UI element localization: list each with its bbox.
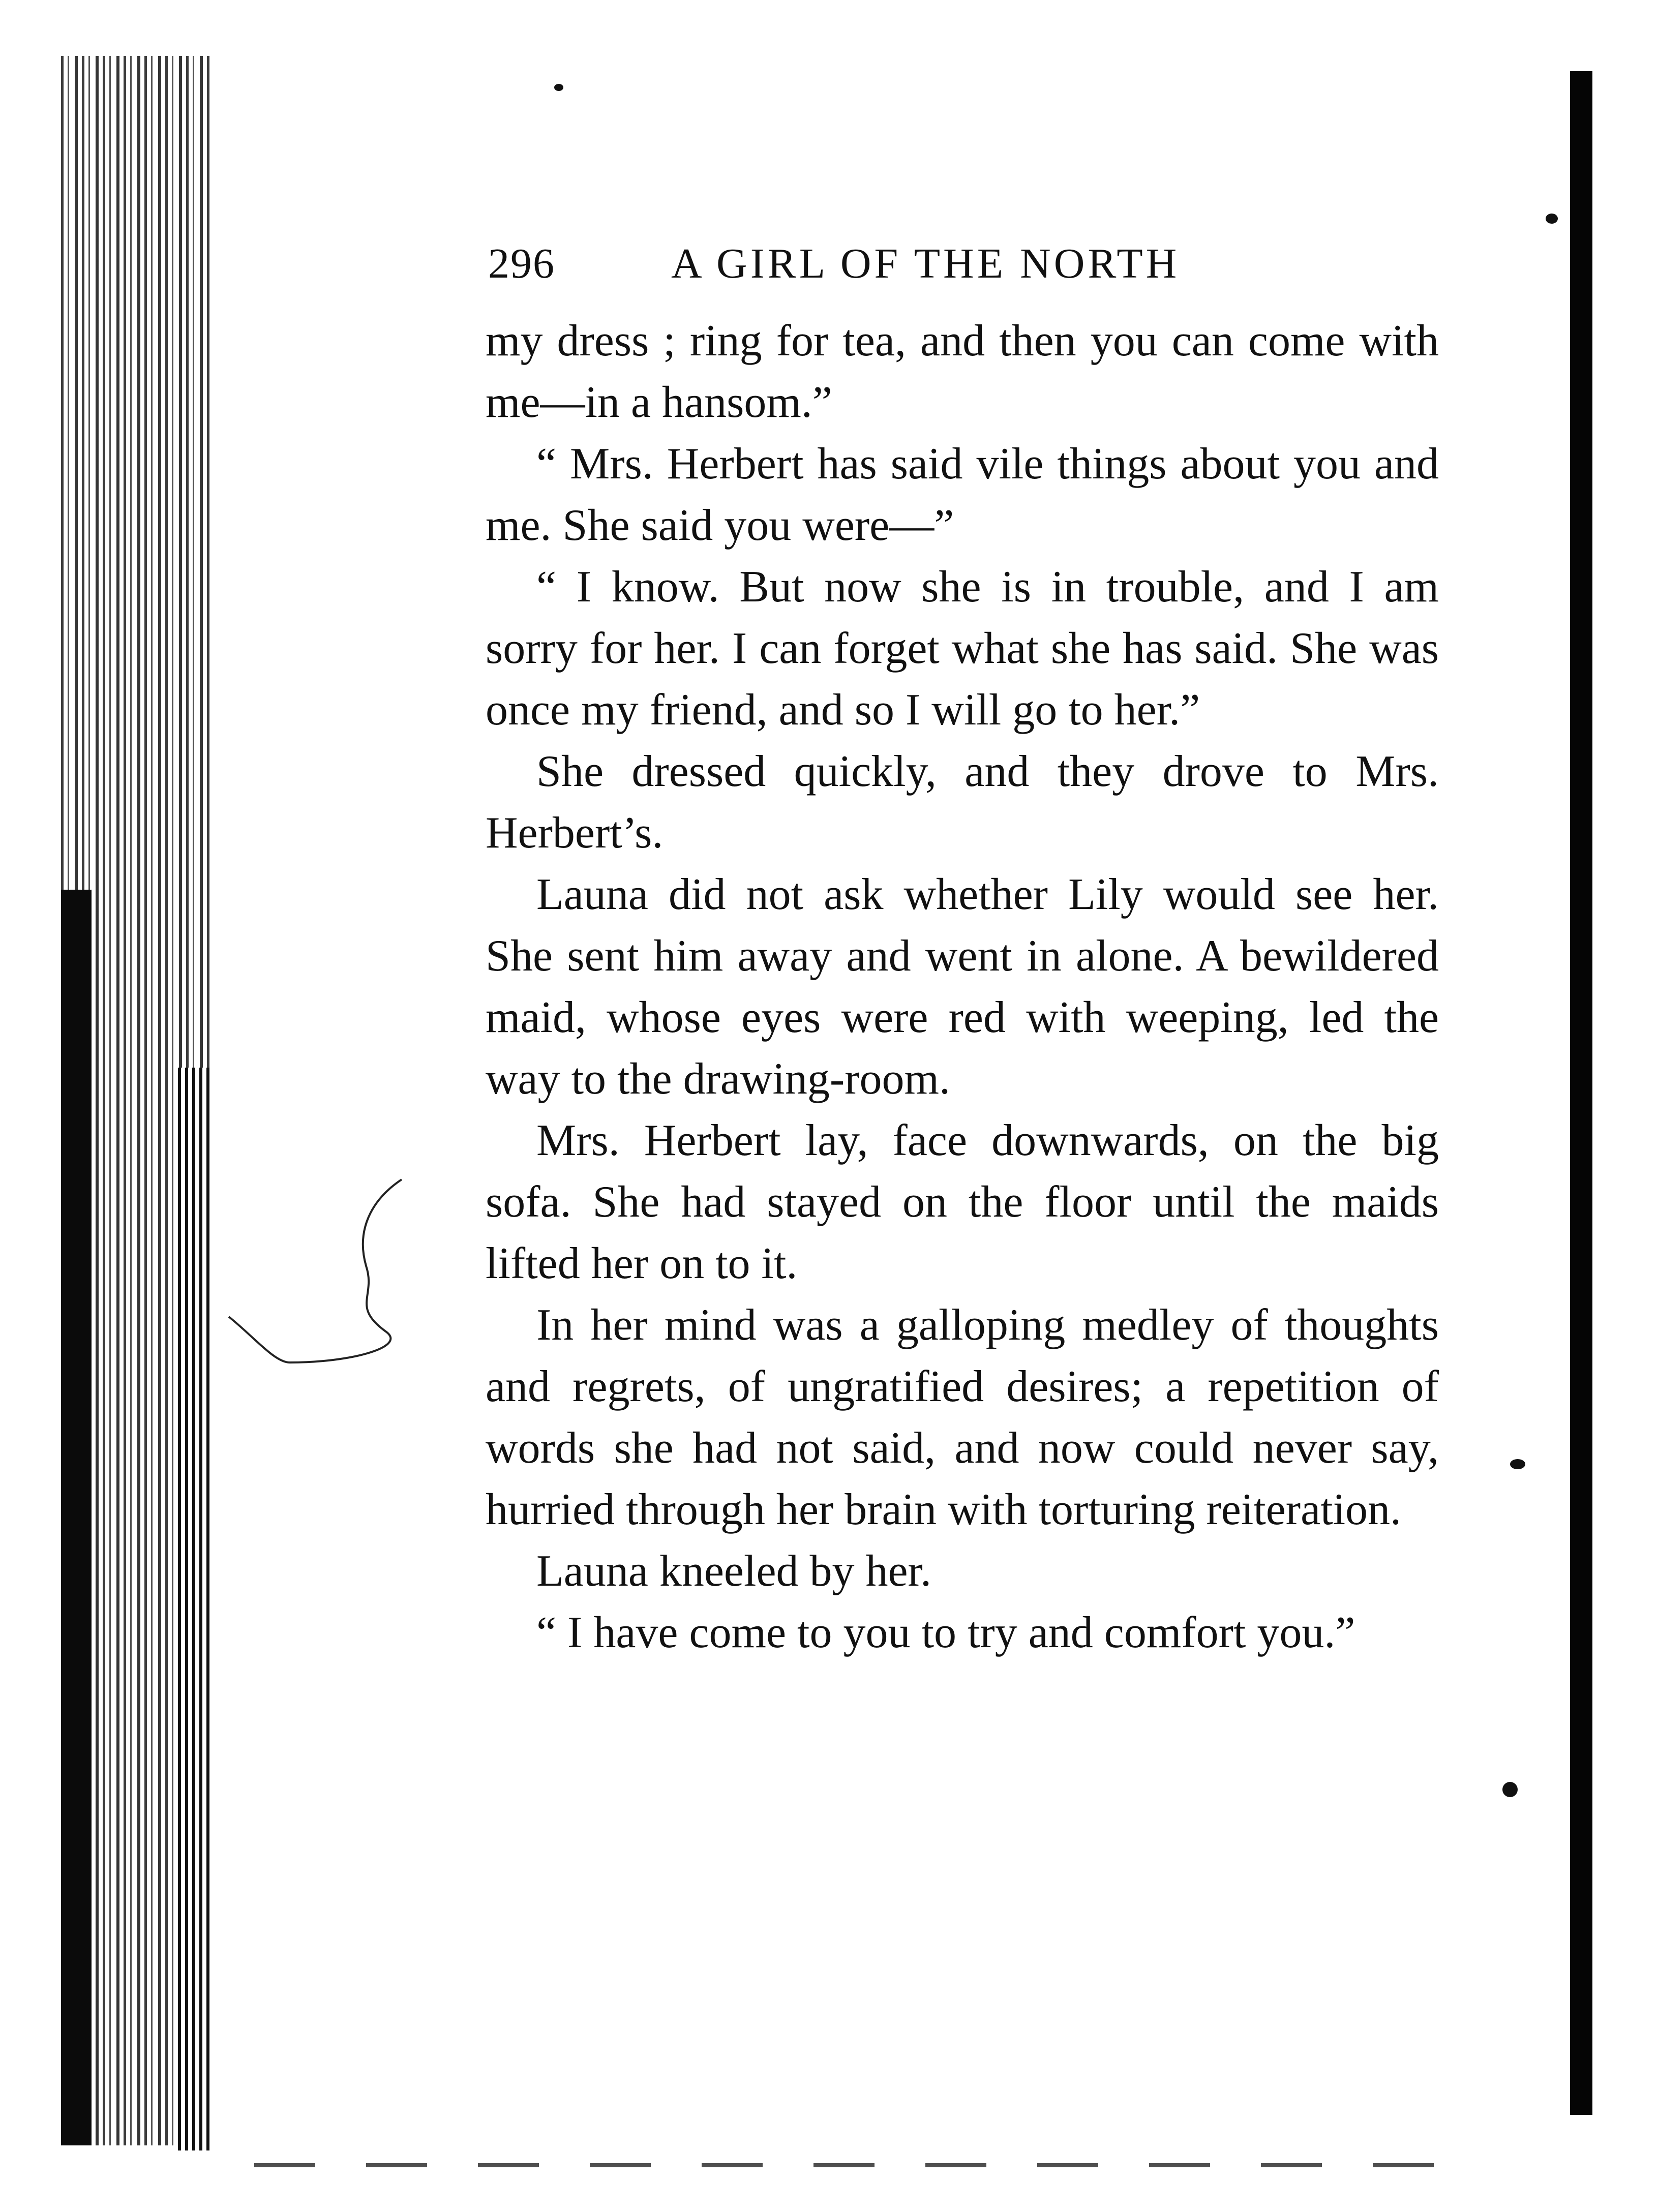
- binding-shadow-bar: [1570, 71, 1592, 2115]
- paragraph: “ Mrs. Herbert has said vile things about you and me. She said you were—”: [486, 439, 1439, 550]
- paragraph: She dressed quickly, and they drove to Mrs. Herbert’s.: [486, 747, 1439, 858]
- running-title: A GIRL OF THE NORTH: [671, 240, 1180, 287]
- ink-speck: [554, 84, 563, 91]
- running-head: [488, 239, 1439, 300]
- scanned-page-edge-lines: [178, 1068, 214, 2150]
- paragraph: my dress ; ring for tea, and then you can come with me—in a hansom.”: [486, 316, 1439, 427]
- paragraph: Mrs. Herbert lay, face downwards, on the big sofa. She had stayed on the floor until the maids lifted her on to it.: [486, 1116, 1439, 1288]
- bottom-scan-marks: [254, 2163, 1474, 2167]
- paragraph: In her mind was a galloping medley of thoughts and regrets, of ungratified desires; a repetition of words she had not said, and now could never say, hurried through her brain with torturing reiteration.: [486, 1300, 1439, 1534]
- page-text-block: [486, 239, 1439, 1663]
- paragraph: “ I know. But now she is in trouble, and I am sorry for her. I can forget what she has said. She was once my friend, and so I will go to her.”: [486, 562, 1439, 735]
- scanned-page-edge-shadow: [61, 890, 92, 2145]
- pencil-scribble: [224, 1169, 417, 1388]
- ink-speck: [1502, 1782, 1518, 1797]
- paragraph: Launa kneeled by her.: [536, 1547, 932, 1596]
- paragraph: Launa did not ask whether Lily would see her. She sent him away and went in alone. A bewildered maid, whose eyes were red with weeping, led the way to the drawing-room.: [486, 870, 1439, 1104]
- ink-speck: [1546, 214, 1558, 224]
- ink-speck: [1510, 1459, 1525, 1469]
- paragraph: “ I have come to you to try and comfort you.”: [536, 1608, 1355, 1657]
- page-number: 296: [488, 240, 555, 287]
